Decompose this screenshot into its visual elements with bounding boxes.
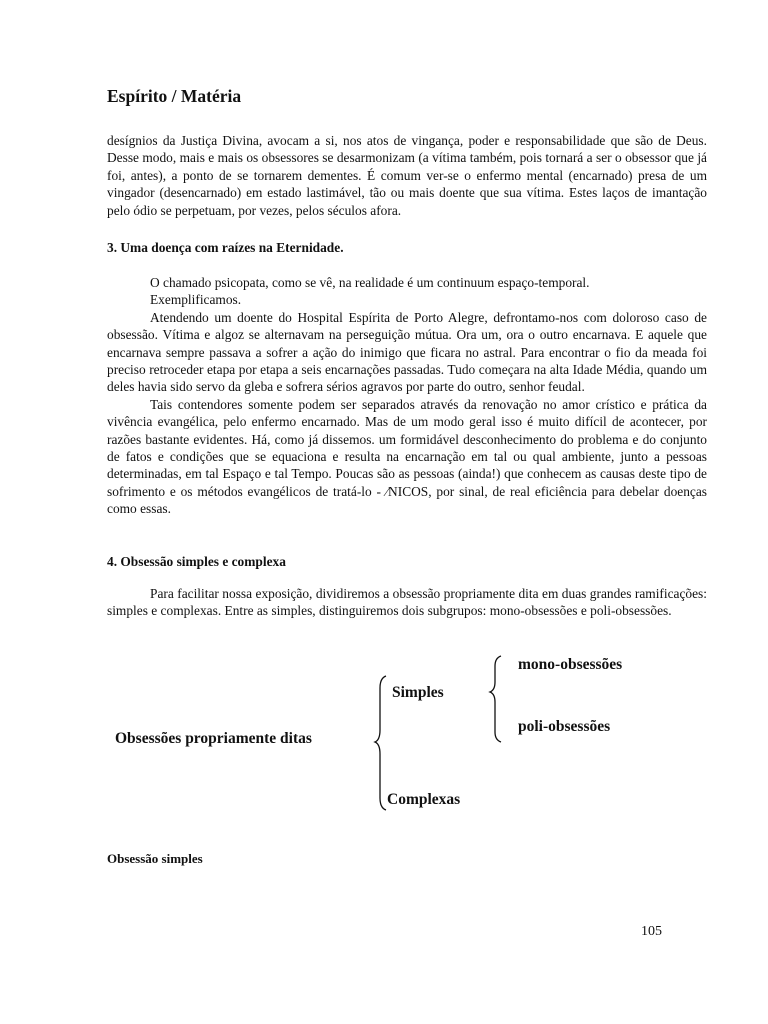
page-number: 105 [641,924,662,939]
classification-diagram [0,640,768,830]
section-3-paragraph: Exemplificamos. [150,292,242,308]
diagram-label-poli: poli-obsessões [518,718,611,735]
subsection-heading: Obsessão simples [107,851,203,866]
diagram-label-simples: Simples [392,684,444,701]
sub-brace [490,656,501,742]
section-3-heading: 3. Uma doença com raízes na Eternidade. [107,240,344,255]
section-3-body [107,274,707,518]
main-brace [375,676,386,810]
diagram-label-root: Obsessões propriamente ditas [115,730,312,747]
section-3-paragraph: Atendendo um doente do Hospital Espírita de Porto Alegre, defrontamo-nos com doloroso caso de obsessão. Vítima e algoz se alternavam na perseguição mútua. Ora um, ora o outro encarnava. E aquele que encarnava sempre passava a sofrer a ação do inimigo que ficara no astral. Para encontrar o fio da meada foi preciso retroceder etapa por etapa a seis encarnações passadas. Tudo começara na alta Idade Média, quando um deles havia sido servo da gleba e sofrera sérios agravos por parte do outro, senhor feudal. [107,309,707,395]
section-3-paragraph: Tais contendores somente podem ser separados através da renovação no amor crístico e prática da vivência evangélica, pelo enfermo encarnado. Mas de um modo geral isso é muito difícil de acontecer, por razões bastante evidentes. Há, como já dissemos. um formidável desconhecimento do problema e do conjunto de fatos e condições que se equaciona e resulta na encarnação em tal ou qual ambiente, junto a pessoas determinadas, em tal Espaço e tal Tempo. Poucas são as pessoas (ainda!) que conhecem as causas deste tipo de sofrimento e os métodos evangélicos de tratá-lo - ⁄NICOS, por sinal, de real eficiência para debelar doenças como essas. [107,396,707,517]
diagram-label-complexas: Complexas [387,791,461,808]
intro-paragraph: desígnios da Justiça Divina, avocam a si, nos atos de vingança, poder e responsabilidade que são de Deus. Desse modo, mais e mais os obsessores se desarmonizam (a vítima também, pois tornará a ser o obsessor que já foi, antes), a ponto de se tornarem dementes. É comum ver-se o enfermo mental (encarnado) presa de um vingador (desencarnado) em estado lastimável, tão ou mais doente que sua vítima. Estes laços de imantação pelo ódio se perpetuam, por vezes, pelos séculos afora. [107,133,707,218]
section-4-paragraph: Para facilitar nossa exposição, dividiremos a obsessão propriamente dita em duas grandes ramificações: simples e complexas. Entre as simples, distinguiremos dois subgrupos: mono-obsessões e poli-obsessões. [107,586,707,619]
diagram-label-mono: mono-obsessões [518,656,623,673]
section-3-paragraph: O chamado psicopata, como se vê, na realidade é um continuum espaço-temporal. [150,275,590,290]
running-header-title: Espírito / Matéria [107,86,242,106]
section-4-heading: 4. Obsessão simples e complexa [107,554,286,569]
